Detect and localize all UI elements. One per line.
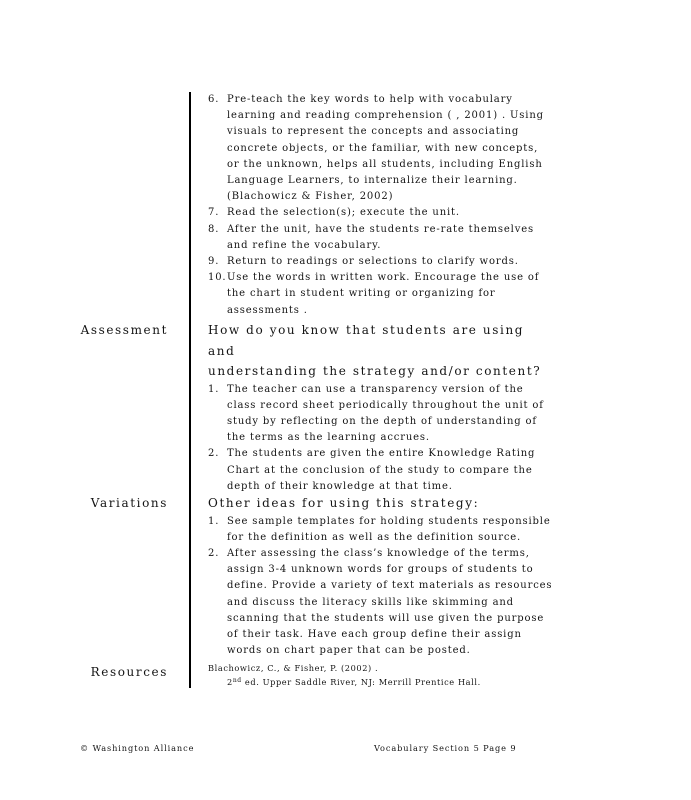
citation-line-2: 2nd ed. Upper Saddle River, NJ: Merrill Prentice Hall. [227,677,481,687]
resources-label: Resources [90,665,168,679]
list-item: 2. The students are given the entire Knowledge Rating Chart at the conclusion of the study to compare the depth of their knowledge at that time. [208,448,536,492]
list-item: 2. After assessing the class’s knowledge of the terms, assign 3-4 unknown words for groups of students to define. Provide a variety of text materials as resources and discuss the literacy skills like skimming and scanning that the students will use given the purpose of their task. Have each group define their assign words on chart paper that can be posted. [208,547,553,657]
assessment-heading: How do you know that students are using and understanding the strategy and/or content? [208,323,542,378]
assessment-list [208,382,553,495]
assessment-section [208,320,553,495]
steps-section [208,92,553,319]
list-item: 7. Read the selection(s); execute the unit. [208,207,460,219]
list-item: 8. After the unit, have the students re-rate themselves and refine the vocabulary. [208,223,534,251]
list-item: 10. Use the words in written work. Encourage the use of the chart in student writing or organizing for assessments . [208,272,540,316]
footer-page-info: Vocabulary Section 5 Page 9 [374,743,517,753]
variations-list [208,514,553,660]
list-item: 1. The teacher can use a transparency version of the class record sheet periodically throughout the unit of study by reflecting on the depth of understanding of the terms as the learning accrues. [208,383,544,444]
vertical-divider [189,92,191,688]
citation-line-1: Blachowicz, C., & Fisher, P. (2002) . [208,663,379,673]
variations-label: Variations [90,496,168,510]
list-item: 6. Pre-teach the key words to help with vocabulary learning and reading comprehension ( , 2001) . Using visuals to represent the concepts and associating concrete objects, or the familiar, with new concepts, or the unknown, helps all students, including English Language Learners, to internalize their learning. (Blachowicz & Fisher, 2002) [208,94,544,203]
assessment-label: Assessment [80,323,168,337]
variations-section [208,493,553,659]
list-item: 1. See sample templates for holding students responsible for the definition as well as the definition source. [208,515,551,543]
steps-list [208,92,553,319]
list-item: 9. Return to readings or selections to clarify words. [208,256,519,268]
footer-copyright: © Washington Alliance [80,743,195,753]
resources-section [208,661,553,689]
variations-heading: Other ideas for using this strategy: [208,496,480,510]
